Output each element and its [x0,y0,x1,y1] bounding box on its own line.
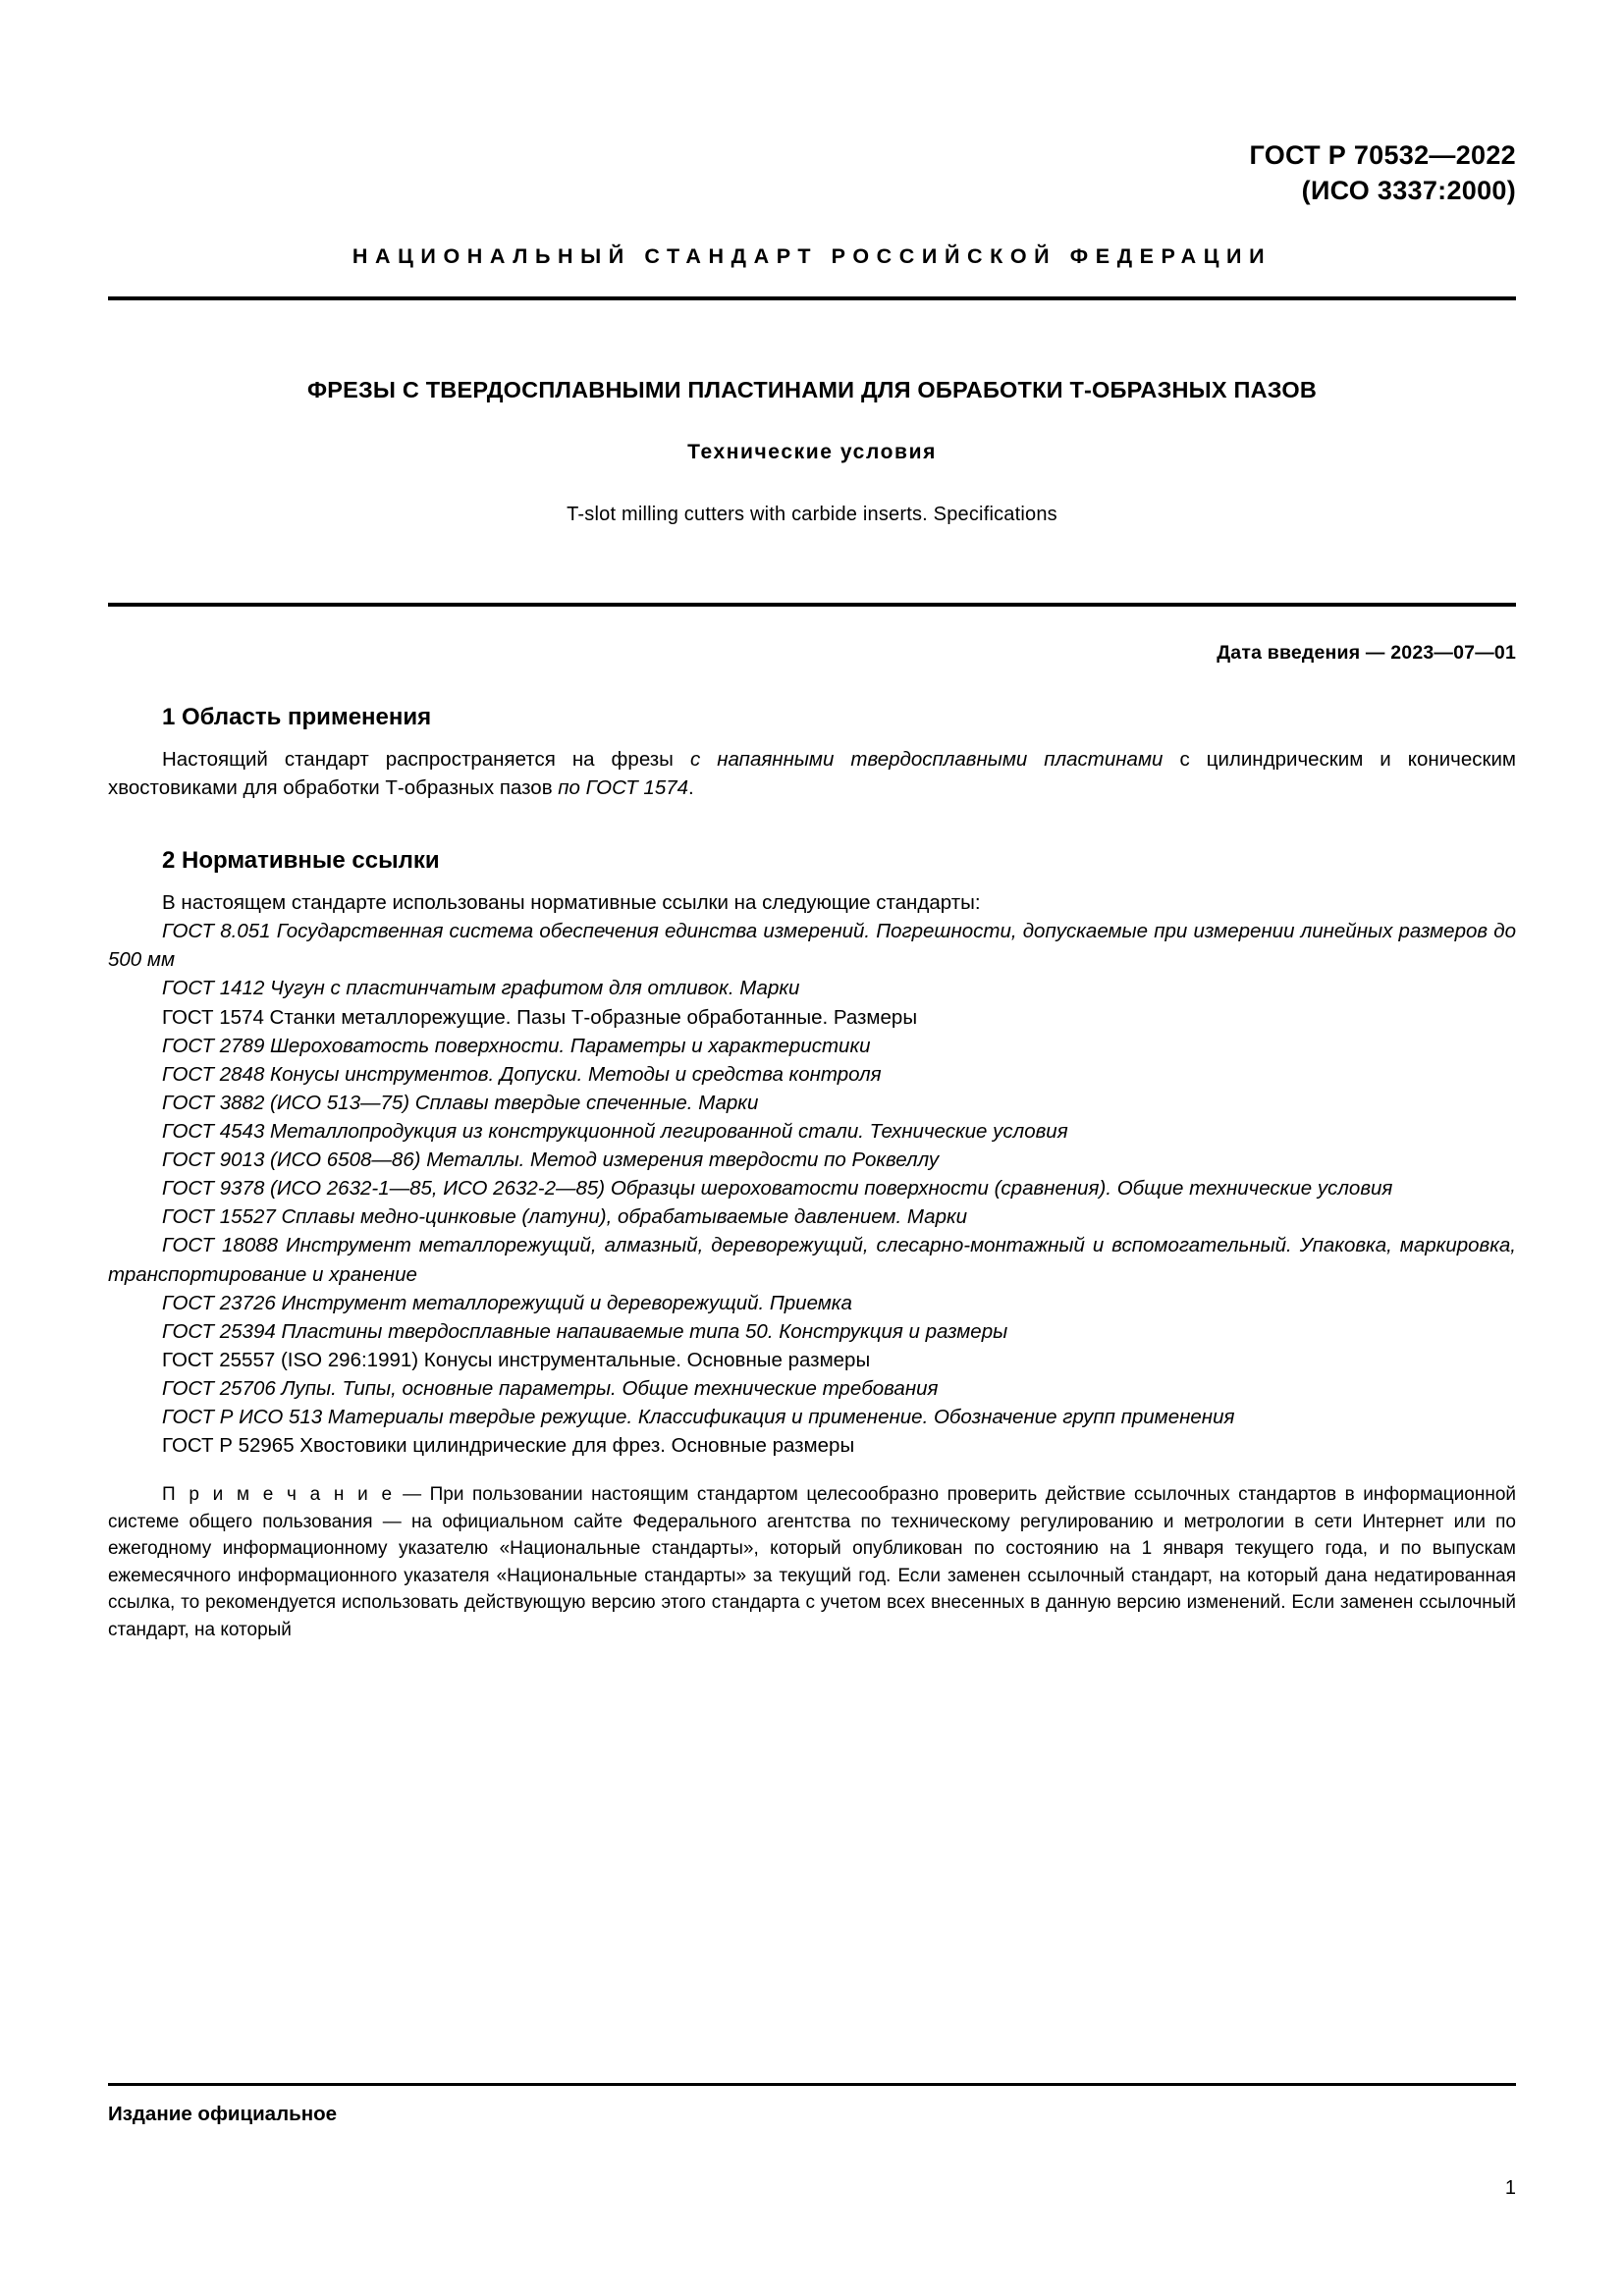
document-title: ФРЕЗЫ С ТВЕРДОСПЛАВНЫМИ ПЛАСТИНАМИ ДЛЯ ОБРАБОТКИ Т-ОБРАЗНЫХ ПАЗОВ [306,376,1318,402]
reference-text: ГОСТ Р ИСО 513 Материалы твердые режущие. Классификация и применение. Обозначение групп применения [162,1406,1235,1429]
document-code-line2: (ИСО 3337:2000) [1301,176,1516,206]
list-item [108,1403,1516,1431]
scope-text-1: Настоящий стандарт распространяется на фрезы [162,747,690,771]
list-item [108,974,1516,1002]
list-item [108,1289,1516,1317]
reference-text: ГОСТ 15527 Сплавы медно-цинковые (латуни), обрабатываемые давлением. Марки [162,1205,968,1229]
list-item [108,1003,1516,1032]
reference-text: ГОСТ 8.051 Государственная система обеспечения единства измерений. Погрешности, допускаемые при измерении линейных размеров до 500 мм [108,920,1516,972]
page-content [108,0,1516,1644]
reference-list [108,917,1516,1460]
list-item [108,1174,1516,1202]
title-divider [108,603,1516,607]
scope-text-2: с цилиндрическим и коническим хвостовиками для обработки Т-образных пазов [108,747,1516,799]
reference-text: ГОСТ 9378 (ИСО 2632-1—85, ИСО 2632-2—85) Образцы шероховатости поверхности (сравнения). Общие технические условия [162,1177,1393,1201]
reference-text: ГОСТ 25706 Лупы. Типы, основные параметры. Общие технические требования [162,1376,939,1400]
document-title-english: T-slot milling cutters with carbide inserts. Specifications [567,503,1057,525]
page-number: 1 [1504,2177,1516,2199]
document-code-line1: ГОСТ Р 70532—2022 [1249,140,1516,170]
reference-text: ГОСТ 25557 (ISO 296:1991) Конусы инструментальные. Основные размеры [162,1348,871,1371]
scope-text-3: . [688,775,694,799]
reference-text: ГОСТ Р 52965 Хвостовики цилиндрические для фрез. Основные размеры [162,1434,855,1458]
reference-text: ГОСТ 4543 Металлопродукция из конструкционной легированной стали. Технические условия [162,1119,1068,1143]
reference-text: ГОСТ 3882 (ИСО 513—75) Сплавы твердые спеченные. Марки [162,1091,759,1114]
reference-text: ГОСТ 18088 Инструмент металлорежущий, алмазный, дереворежущий, слесарно-монтажный и вспомогательный. Упаковка, маркировка, транспортирование и хранение [108,1234,1516,1286]
list-item [108,1231,1516,1288]
references-lead: В настоящем стандарте использованы нормативные ссылки на следующие стандарты: [162,891,981,915]
list-item [108,1346,1516,1374]
list-item [108,1146,1516,1174]
national-standard-banner: НАЦИОНАЛЬНЫЙ СТАНДАРТ РОССИЙСКОЙ ФЕДЕРАЦИИ [352,243,1272,268]
header-divider [108,296,1516,300]
official-edition-label: Издание официальное [108,2103,338,2125]
reference-text: ГОСТ 25394 Пластины твердосплавные напаиваемые типа 50. Конструкция и размеры [162,1319,1008,1343]
reference-text: ГОСТ 1412 Чугун с пластинчатым графитом для отливок. Марки [162,977,800,1000]
title-block [108,377,1516,526]
reference-text: ГОСТ 9013 (ИСО 6508—86) Металлы. Метод измерения твердости по Роквеллу [162,1148,940,1172]
reference-text: ГОСТ 2789 Шероховатость поверхности. Параметры и характеристики [162,1034,871,1057]
footer-divider [108,2083,1516,2086]
list-item [108,1431,1516,1460]
list-item [108,1032,1516,1060]
note-text: — При пользовании настоящим стандартом целесообразно проверить действие ссылочных стандартов в информационной системе общего пользования — на официальном сайте Федерального агентства по техническому регулированию и метрологии в сети Интернет или по ежегодному информационному указателю «Национальные стандарты», который опубликован по состоянию на 1 января текущего года, и по выпускам ежемесячного информационного указателя «Национальные стандарты» за текущий год. Если заменен ссылочный стандарт, на который дана недатированная ссылка, то рекомендуется использовать действующую версию этого стандарта с учетом всех внесенных в данную версию изменений. Если заменен ссылочный стандарт, на который [108,1484,1516,1641]
introduction-date: Дата введения — 2023—07—01 [1217,641,1516,664]
list-item [108,1317,1516,1346]
scope-italic-1: с напаянными твердосплавными пластинами [689,747,1164,771]
section-heading-references: 2 Нормативные ссылки [162,847,440,875]
scope-paragraph [108,745,1516,802]
list-item [108,1117,1516,1146]
list-item [108,1089,1516,1117]
list-item [108,917,1516,974]
reference-text: ГОСТ 2848 Конусы инструментов. Допуски. Методы и средства контроля [162,1062,882,1086]
reference-text: ГОСТ 23726 Инструмент металлорежущий и дереворежущий. Приемка [162,1291,852,1314]
note-label: П р и м е ч а н и е [162,1484,395,1506]
document-subtitle: Технические условия [687,440,937,463]
scope-italic-2: по ГОСТ 1574 [558,775,689,799]
section-heading-scope: 1 Область применения [162,703,432,730]
references-note [108,1481,1516,1643]
list-item [108,1374,1516,1403]
reference-text: ГОСТ 1574 Станки металлорежущие. Пазы Т-образные обработанные. Размеры [162,1005,918,1029]
list-item [108,1202,1516,1231]
document-code [108,137,1516,209]
list-item [108,1060,1516,1089]
